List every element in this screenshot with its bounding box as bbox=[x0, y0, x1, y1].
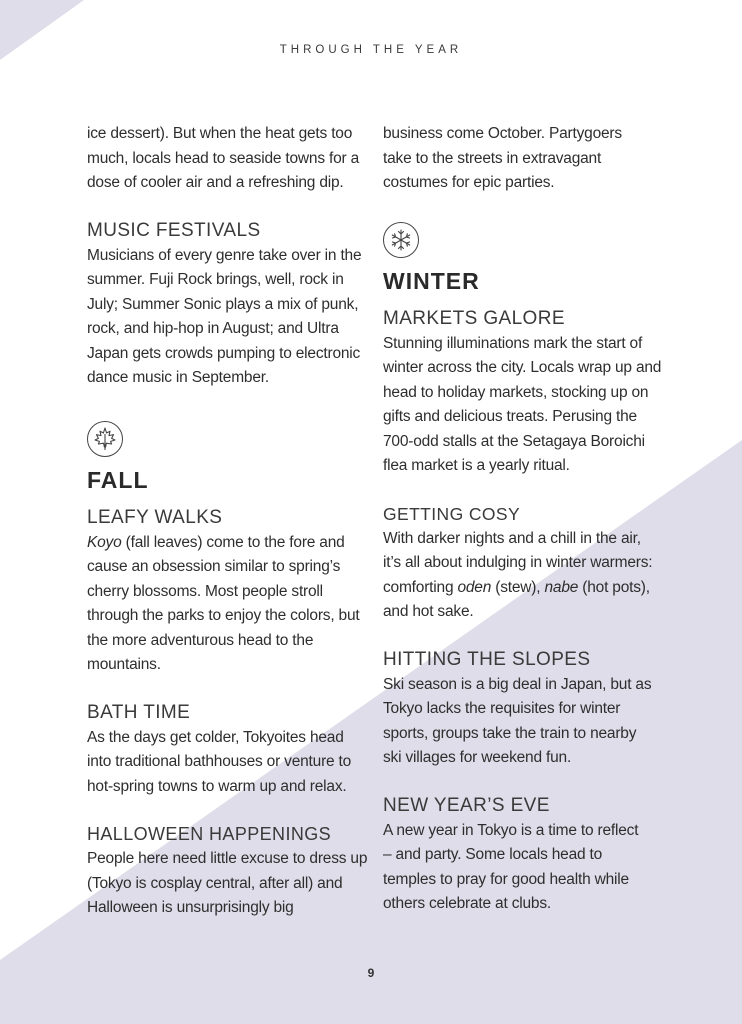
leafy-walks-text: Koyo (fall leaves) come to the fore and cause an obsession similar to spring’s cherry blossoms. Most people stroll through the parks to enjoy the colors, but the more adventurous head to the mountains. bbox=[87, 533, 360, 673]
bath-time-heading: BATH TIME bbox=[87, 701, 191, 723]
leafy-walks-heading: LEAFY WALKS bbox=[87, 506, 223, 528]
intro-paragraph-left: ice dessert). But when the heat gets too much, locals head to seaside towns for a dose of cooler air and a refreshing dip. bbox=[87, 125, 360, 191]
new-years-eve-text: A new year in Tokyo is a time to reflect – and party. Some locals head to temples to pray for good health while others celebrate at clubs. bbox=[383, 821, 639, 912]
getting-cosy-text: With darker nights and a chill in the air, it’s all about indulging in winter warmers: comforting oden (stew), nabe (hot pots), and hot sake. bbox=[383, 529, 653, 620]
fall-title: FALL bbox=[87, 466, 149, 493]
music-festivals-heading: MUSIC FESTIVALS bbox=[87, 219, 261, 241]
new-years-eve-heading: NEW YEAR’S EVE bbox=[383, 794, 550, 816]
page-number: 9 bbox=[367, 966, 375, 980]
running-head: THROUGH THE YEAR bbox=[279, 44, 463, 56]
snowflake-icon bbox=[383, 222, 419, 258]
markets-galore-heading: MARKETS GALORE bbox=[383, 307, 565, 329]
left-column bbox=[87, 122, 369, 921]
bath-time-text: As the days get colder, Tokyoites head into traditional bathhouses or venture to hot-spring towns to warm up and relax. bbox=[87, 728, 352, 795]
right-column bbox=[383, 122, 665, 917]
nabe-term: nabe bbox=[544, 578, 579, 596]
koyo-term: Koyo bbox=[87, 533, 122, 551]
markets-galore-text: Stunning illuminations mark the start of winter across the city. Locals wrap up and head to holiday markets, stocking up on gifts and delicious treats. Perusing the 700-odd stalls at the Setagaya Boroichi flea market is a yearly ritual. bbox=[383, 334, 662, 474]
hitting-the-slopes-text: Ski season is a big deal in Japan, but as Tokyo lacks the requisites for winter sports, groups take the train to nearby ski villages for weekend fun. bbox=[383, 675, 652, 766]
halloween-heading: HALLOWEEN HAPPENINGS bbox=[87, 824, 332, 844]
oden-term: oden bbox=[457, 578, 492, 596]
music-festivals-text: Musicians of every genre take over in the summer. Fuji Rock brings, well, rock in July; Summer Sonic plays a mix of punk, rock, and hip-hop in August; and Ultra Japan gets crowds pumping to electronic dance music in September. bbox=[87, 246, 362, 386]
hitting-the-slopes-heading: HITTING THE SLOPES bbox=[383, 648, 591, 670]
getting-cosy-heading: GETTING COSY bbox=[383, 503, 521, 524]
halloween-text: People here need little excuse to dress up (Tokyo is cosplay central, after all) and Halloween is unsurprisingly big bbox=[87, 850, 368, 916]
winter-title: WINTER bbox=[383, 267, 480, 294]
maple-leaf-icon bbox=[87, 421, 123, 457]
intro-paragraph-right: business come October. Partygoers take to the streets in extravagant costumes for epic parties. bbox=[383, 125, 622, 191]
